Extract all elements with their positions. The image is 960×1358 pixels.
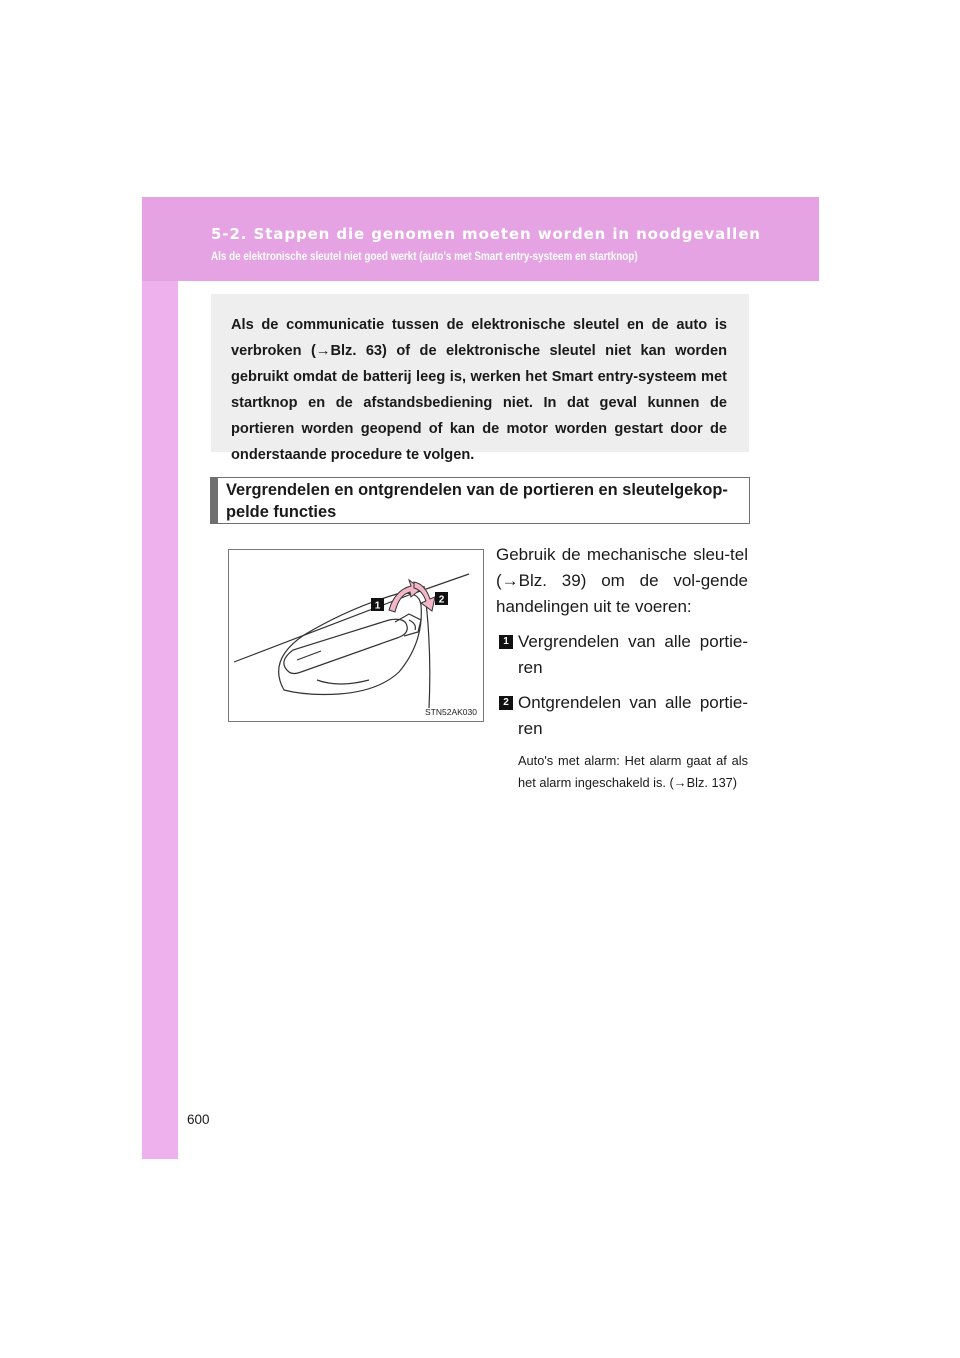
chapter-header xyxy=(142,197,819,281)
figure-label-2: 2 xyxy=(438,594,445,606)
instructions-column xyxy=(496,542,748,794)
intro-box xyxy=(211,294,749,463)
figure-label-1: 1 xyxy=(374,600,381,612)
chapter-title: 5-2. Stappen die genomen moeten worden in noodgevallen xyxy=(211,225,761,243)
intro-text: Als de communicatie tussen de elektronische sleutel en de auto is verbroken (→Blz. 63) of de elektronische sleutel niet kan worden gebruikt omdat de batterij leeg is, werken het Smart entry-systeem met startknop en de afstandsbediening niet. In dat geval kunnen de portieren worden geopend of kan de motor worden gestart door de onderstaande procedure te volgen. xyxy=(231,317,727,463)
door-handle-drawing xyxy=(229,550,483,721)
step-item xyxy=(496,690,748,742)
section-subtitle: Als de elektronische sleutel niet goed werkt (auto's met Smart entry-systeem en startknop) xyxy=(211,251,638,263)
page-sidebar-tab xyxy=(142,197,178,1159)
step-text: Ontgrendelen van alle portie-ren xyxy=(518,693,748,738)
step-number-badge: 1 xyxy=(499,635,513,649)
door-handle-illustration xyxy=(228,549,484,722)
section-heading xyxy=(210,477,750,524)
page-number: 600 xyxy=(187,1112,210,1127)
figure-code: STN52AK030 xyxy=(425,707,477,717)
step-text: Vergrendelen van alle portie-ren xyxy=(518,632,748,677)
section-heading-text: Vergrendelen en ontgrendelen van de portieren en sleutelgekop-pelde functies xyxy=(226,481,728,521)
step-number-badge: 2 xyxy=(499,696,513,710)
alarm-note: Auto's met alarm: Het alarm gaat af als het alarm ingeschakeld is. (→Blz. 137) xyxy=(518,753,748,790)
instruction-text: Gebruik de mechanische sleu-tel (→Blz. 39) om de vol-gende handelingen uit te voeren: xyxy=(496,545,748,616)
step-item xyxy=(496,629,748,681)
